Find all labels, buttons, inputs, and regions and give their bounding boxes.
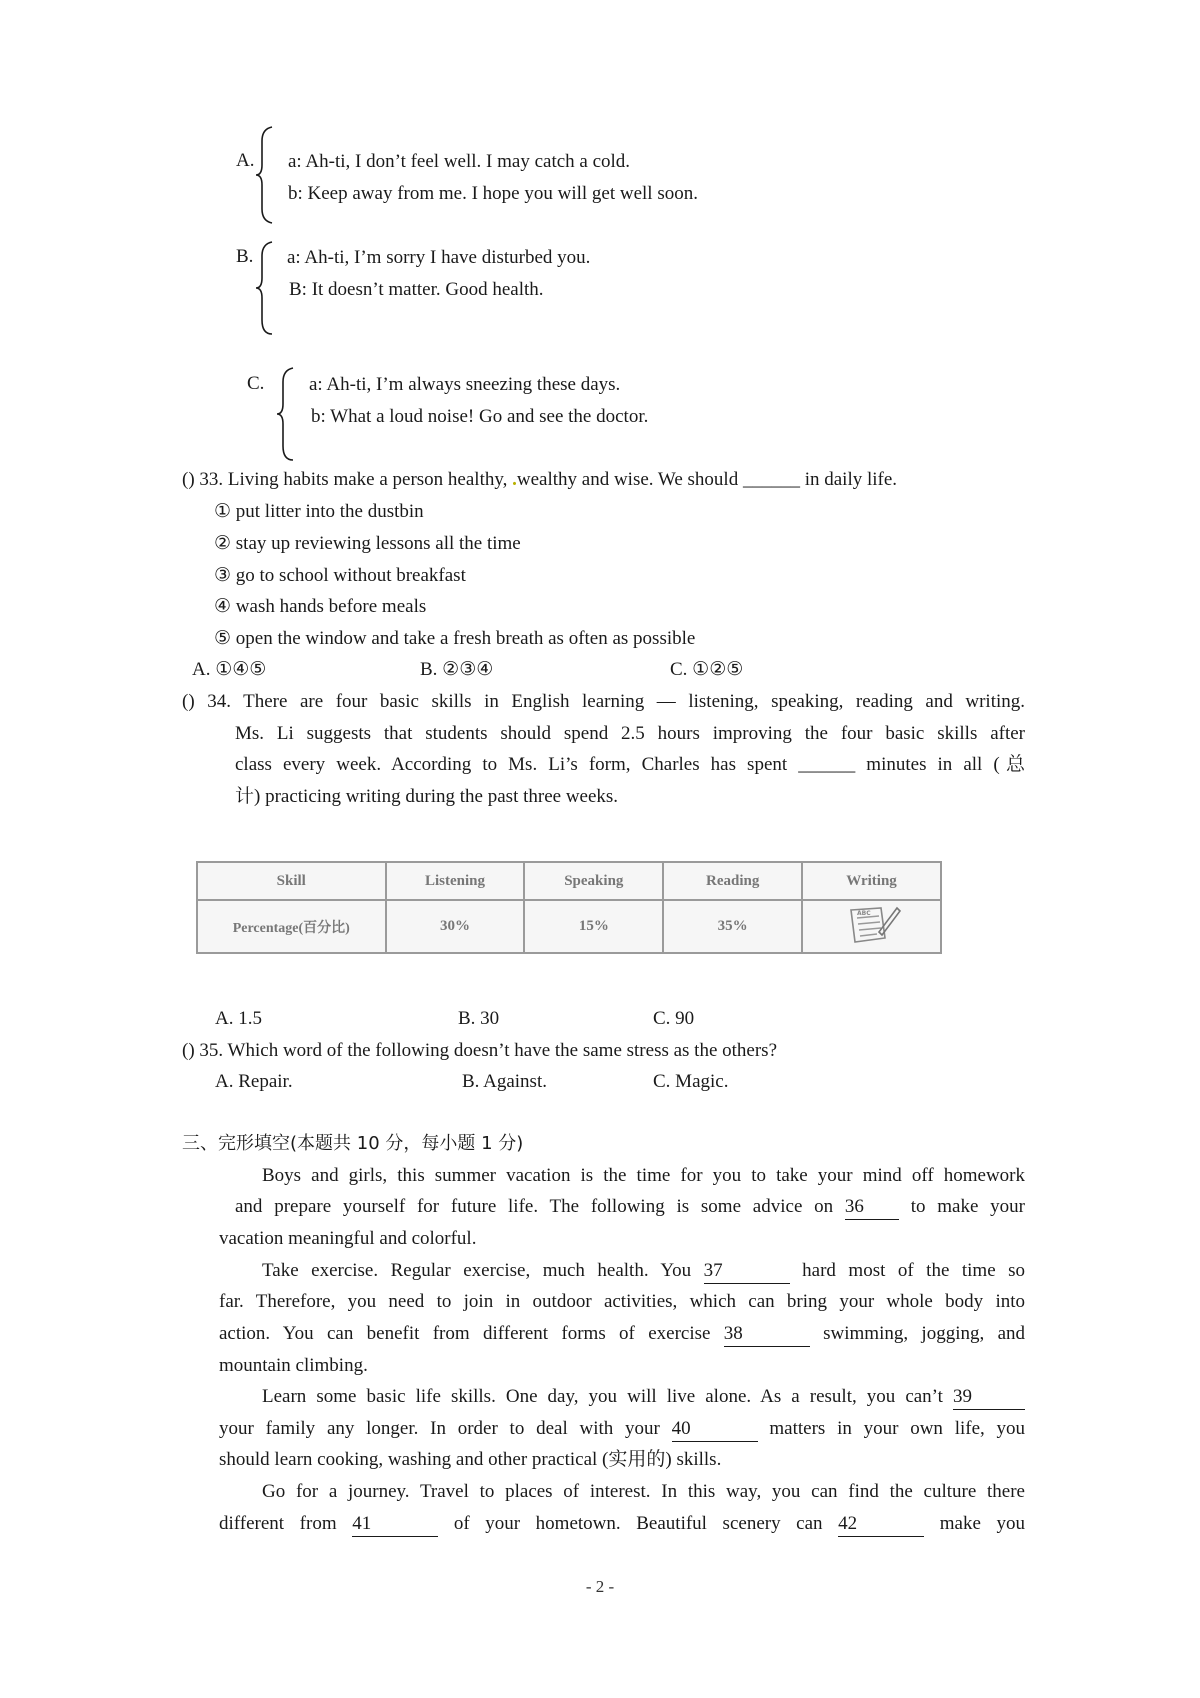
blank-37[interactable]: 37: [704, 1259, 790, 1284]
table-header: Speaking: [524, 862, 663, 900]
passage-line: mountain climbing.: [219, 1355, 368, 1376]
passage-line: Take exercise. Regular exercise, much health. You 37 hard most of the time so: [262, 1255, 1025, 1287]
brace-icon: [254, 125, 276, 225]
brace-icon: [254, 240, 276, 336]
option-letter: B.: [236, 246, 254, 267]
table-header: Writing: [802, 862, 941, 900]
blank-36[interactable]: 36: [845, 1195, 899, 1220]
passage-line: Boys and girls, this summer vacation is the time for you to take your mind off homework: [262, 1165, 1025, 1186]
table-header: Reading: [663, 862, 802, 900]
passage-line: different from 41 of your hometown. Beautiful scenery can 42 make you: [219, 1508, 1025, 1540]
question-stem: () 35. Which word of the following doesn’t have the same stress as the others?: [182, 1040, 778, 1061]
brace-icon: [275, 366, 297, 462]
passage-line: should learn cooking, washing and other practical (实用的) skills.: [219, 1449, 722, 1470]
blank-39[interactable]: 39: [953, 1385, 1025, 1410]
blank-41[interactable]: 41: [352, 1512, 438, 1537]
choice-b: B. Against.: [462, 1071, 547, 1092]
dialogue-line: a: Ah-ti, I don’t feel well. I may catch a cold.: [288, 151, 631, 172]
writing-scribble-icon: [802, 900, 941, 953]
list-item: ⑤ open the window and take a fresh breath as often as possible: [214, 628, 696, 649]
dialogue-line: B: It doesn’t matter. Good health.: [289, 279, 544, 300]
skill-table: [196, 861, 942, 954]
table-cell: 35%: [663, 900, 802, 953]
blank-38[interactable]: 38: [724, 1322, 810, 1347]
option-letter: C.: [247, 373, 265, 394]
answer-blank: ______: [798, 754, 856, 775]
choice-c: C. ①②⑤: [670, 659, 744, 680]
choice-a: A. Repair.: [215, 1071, 293, 1092]
dialogue-line: b: Keep away from me. I hope you will get well soon.: [288, 183, 698, 204]
choice-a: A. 1.5: [215, 1008, 262, 1029]
table-row-label: Percentage(百分比): [197, 900, 386, 953]
choice-c: C. 90: [653, 1008, 695, 1029]
dialogue-line: a: Ah-ti, I’m always sneezing these days.: [309, 374, 621, 395]
blank-42[interactable]: 42: [838, 1512, 924, 1537]
list-item: ① put litter into the dustbin: [214, 501, 424, 522]
passage-line: far. Therefore, you need to join in outdoor activities, which can bring your whole body into: [219, 1291, 1025, 1312]
blank-40[interactable]: 40: [672, 1417, 758, 1442]
passage-line: and prepare yourself for future life. The following is some advice on 36 to make your: [235, 1191, 1025, 1223]
question-stem: Ms. Li suggests that students should spend 2.5 hours improving the four basic skills after: [235, 723, 1025, 744]
passage-line: vacation meaningful and colorful.: [219, 1228, 477, 1249]
question-stem: () 33. Living habits make a person healthy, .wealthy and wise. We should ______ in daily life.: [182, 469, 898, 490]
list-item: ④ wash hands before meals: [214, 596, 427, 617]
table-header: Listening: [386, 862, 525, 900]
question-stem: class every week. According to Ms. Li’s form, Charles has spent ______ minutes in all (总: [235, 754, 1026, 775]
passage-line: your family any longer. In order to deal with your 40 matters in your own life, you: [219, 1413, 1025, 1445]
section-heading: 三、完形填空(本题共 10 分，每小题 1 分): [182, 1133, 524, 1154]
question-stem: () 34. There are four basic skills in English learning — listening, speaking, reading and writing.: [182, 691, 1025, 712]
list-item: ② stay up reviewing lessons all the time: [214, 533, 521, 554]
dialogue-line: a: Ah-ti, I’m sorry I have disturbed you.: [287, 247, 591, 268]
stray-dot: .: [512, 469, 517, 490]
passage-line: action. You can benefit from different forms of exercise 38 swimming, jogging, and: [219, 1318, 1025, 1350]
answer-blank: ______: [742, 469, 800, 490]
page-number: - 2 -: [585, 1577, 615, 1596]
passage-line: Learn some basic life skills. One day, you will live alone. As a result, you can’t 39: [262, 1381, 1025, 1413]
passage-line: Go for a journey. Travel to places of interest. In this way, you can find the culture there: [262, 1481, 1025, 1502]
choice-b: B. 30: [458, 1008, 500, 1029]
list-item: ③ go to school without breakfast: [214, 565, 466, 586]
dialogue-line: b: What a loud noise! Go and see the doctor.: [311, 406, 649, 427]
table-header: Skill: [197, 862, 386, 900]
choice-a: A. ①④⑤: [192, 659, 267, 680]
choice-b: B. ②③④: [420, 659, 494, 680]
svg-text:ABC: ABC: [856, 910, 871, 917]
table-cell: 15%: [524, 900, 663, 953]
choice-c: C. Magic.: [653, 1071, 729, 1092]
question-stem: 计) practicing writing during the past three weeks.: [235, 786, 619, 807]
table-cell: 30%: [386, 900, 525, 953]
option-letter: A.: [236, 150, 255, 171]
